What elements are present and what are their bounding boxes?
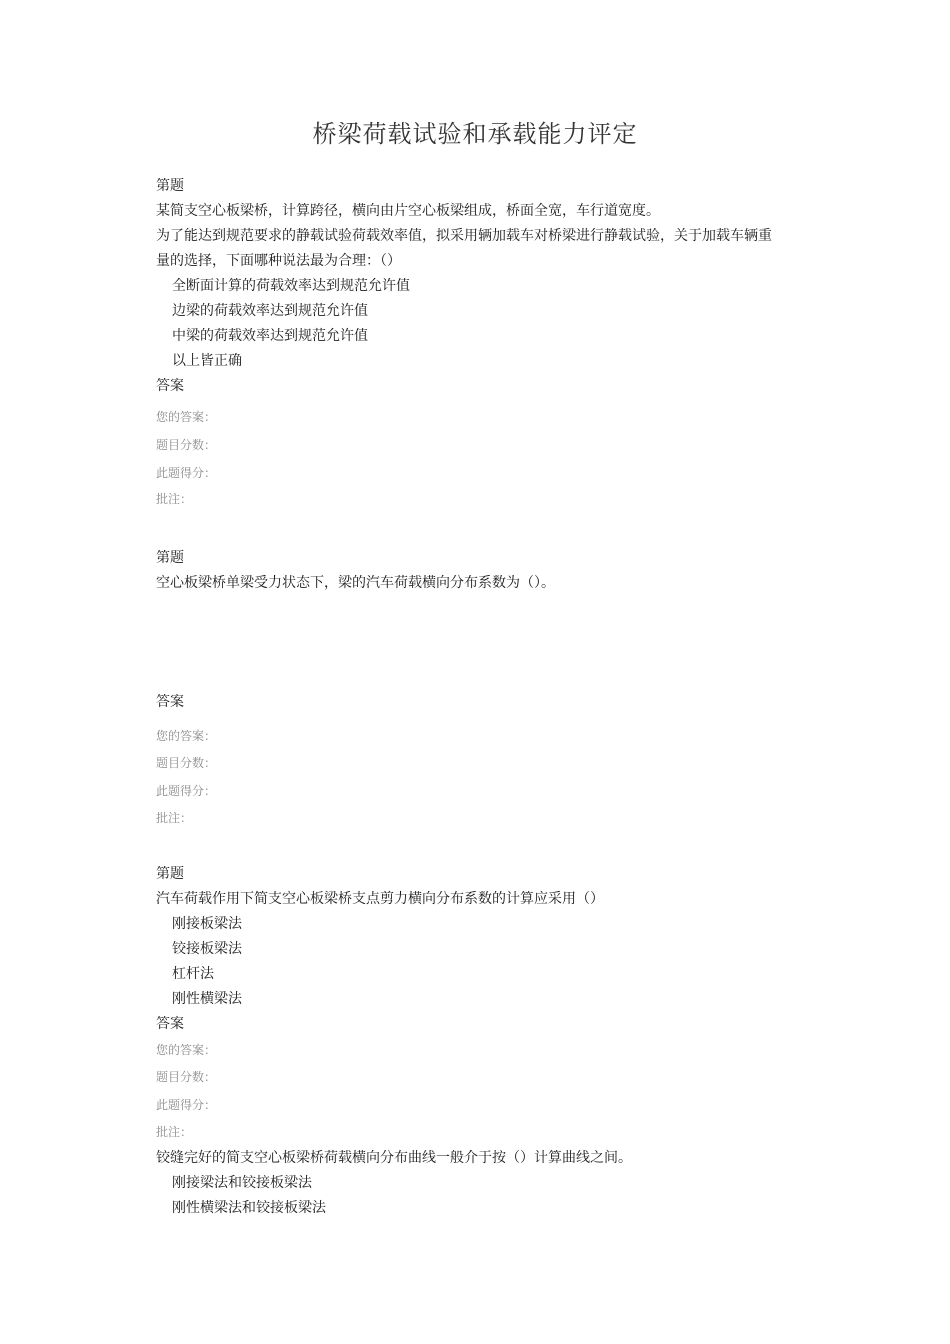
question-stem: 某简支空心板梁桥，计算跨径，横向由片空心板梁组成，桥面全宽，车行道宽度。 (156, 203, 660, 219)
question-heading: 第题 (156, 866, 184, 882)
question-heading: 第题 (156, 550, 184, 566)
option-a: 刚接板梁法 (172, 916, 242, 932)
your-answer-label: 您的答案： (156, 729, 217, 743)
question-stem: 为了能达到规范要求的静载试验荷载效率值，拟采用辆加载车对桥梁进行静载试验，关于加载车辆重量的选择，下面哪种说法最为合理：（） (156, 228, 772, 269)
option-a: 刚接梁法和铰接板梁法 (172, 1175, 312, 1191)
question-stem: 空心板梁桥单梁受力状态下，梁的汽车荷载横向分布系数为（）。 (156, 575, 555, 591)
earned-label: 此题得分： (156, 784, 217, 798)
option-c: 中梁的荷载效率达到规范允许值 (172, 328, 368, 344)
earned-label: 此题得分： (156, 466, 217, 480)
question-stem: 铰缝完好的简支空心板梁桥荷载横向分布曲线一般介于按（）计算曲线之间。 (156, 1150, 632, 1166)
question-stem: 汽车荷载作用下简支空心板梁桥支点剪力横向分布系数的计算应采用（） (156, 891, 604, 907)
document-title: 桥梁荷载试验和承载能力评定 (312, 120, 638, 148)
note-label: 批注： (156, 492, 193, 506)
score-label: 题目分数： (156, 438, 217, 452)
option-c: 杠杆法 (172, 966, 214, 982)
answer-heading: 答案 (156, 1016, 184, 1032)
option-d: 以上皆正确 (172, 353, 242, 369)
answer-heading: 答案 (156, 694, 184, 710)
earned-label: 此题得分： (156, 1098, 217, 1112)
option-b: 铰接板梁法 (172, 941, 242, 957)
option-b: 刚性横梁法和铰接板梁法 (172, 1200, 326, 1216)
your-answer-label: 您的答案： (156, 1043, 217, 1057)
note-label: 批注： (156, 1125, 193, 1139)
question-2 (156, 546, 796, 596)
option-a: 全断面计算的荷载效率达到规范允许值 (172, 278, 410, 294)
option-d: 刚性横梁法 (172, 991, 242, 1007)
note-label: 批注： (156, 811, 193, 825)
your-answer-label: 您的答案： (156, 410, 217, 424)
option-b: 边梁的荷载效率达到规范允许值 (172, 303, 368, 319)
question-heading: 第题 (156, 178, 184, 194)
answer-heading: 答案 (156, 378, 184, 394)
question-3 (156, 862, 796, 1037)
question-4 (156, 1146, 796, 1221)
question-1 (156, 174, 796, 399)
score-label: 题目分数： (156, 1070, 217, 1084)
score-label: 题目分数： (156, 756, 217, 770)
